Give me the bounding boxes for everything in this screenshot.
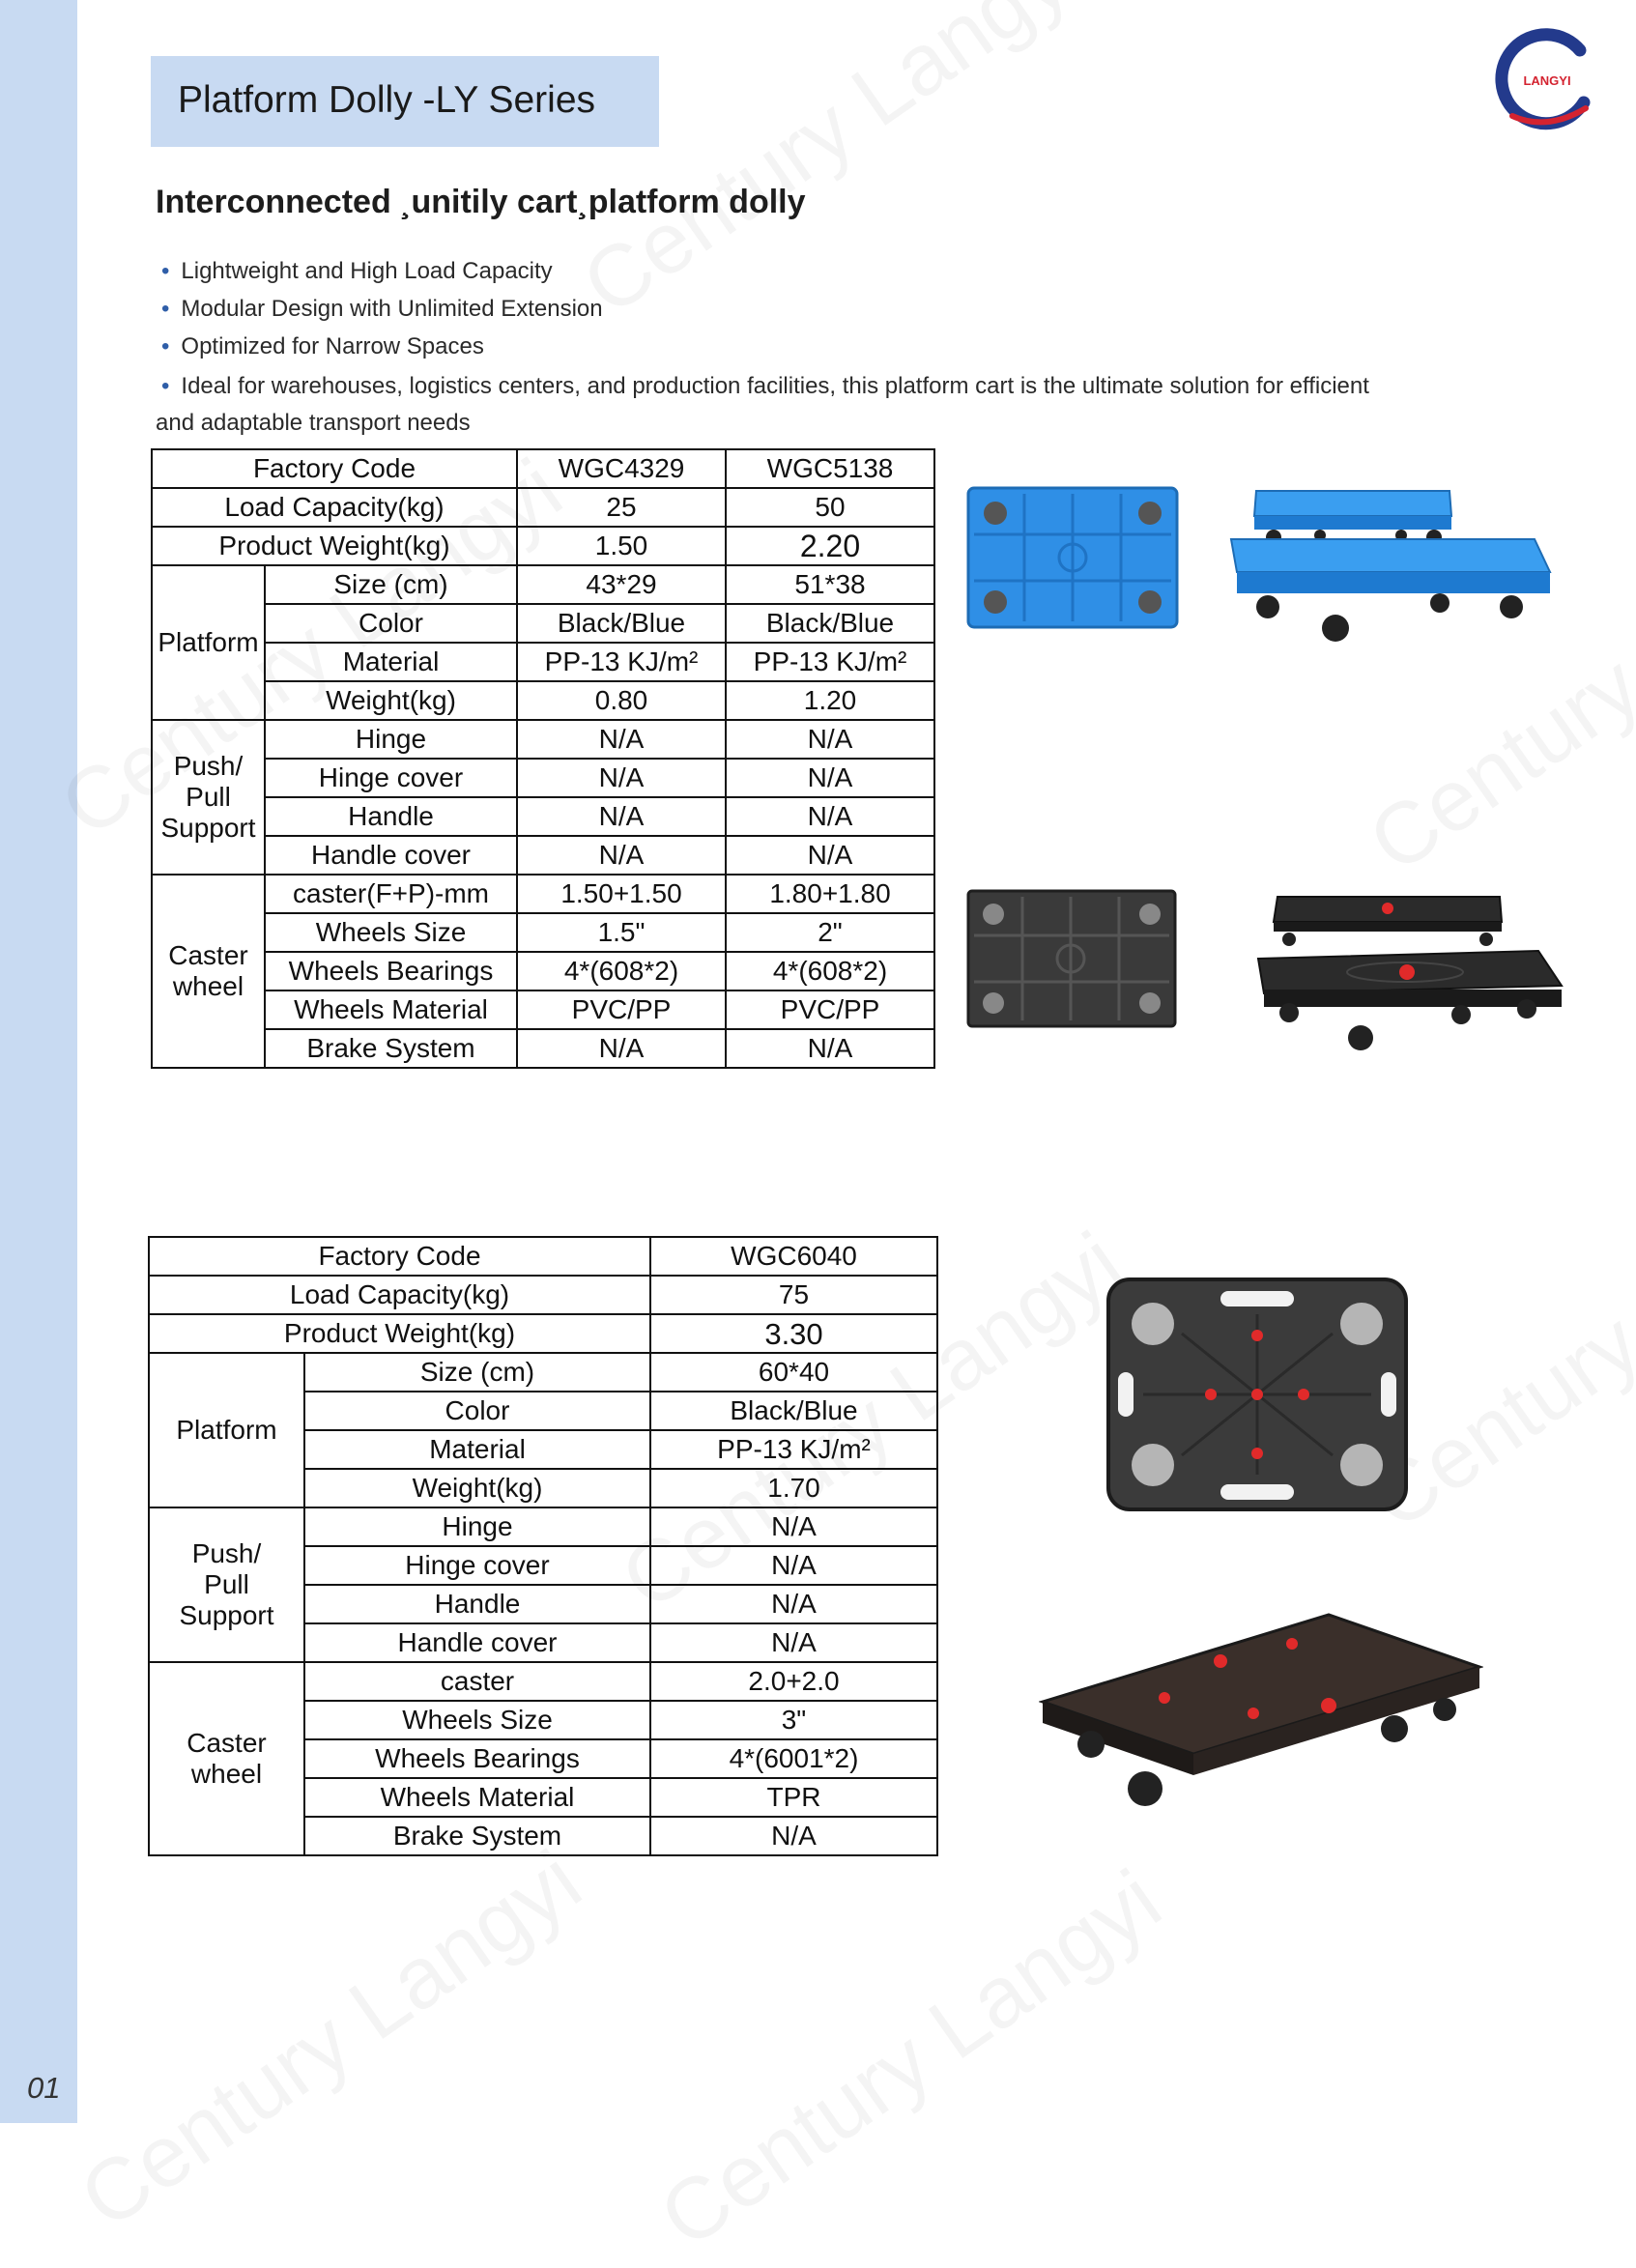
cell-value: 2.0+2.0 xyxy=(650,1662,937,1701)
cell-value: N/A xyxy=(517,720,726,759)
cell-value: N/A xyxy=(650,1546,937,1585)
group-label: Caster wheel xyxy=(149,1662,304,1855)
row-label: Color xyxy=(304,1392,650,1430)
cell-value: 1.20 xyxy=(726,681,934,720)
bullet-icon: • xyxy=(161,373,170,399)
cell-value: N/A xyxy=(650,1817,937,1855)
row-label: Material xyxy=(265,643,517,681)
spec-table-1 xyxy=(151,448,935,1069)
spec-table-2 xyxy=(148,1236,938,1856)
feature-item: • Modular Design with Unlimited Extension xyxy=(161,296,603,322)
cell-value: 1.70 xyxy=(650,1469,937,1507)
group-label: Caster wheel xyxy=(152,875,265,1068)
row-label: Wheels Material xyxy=(265,990,517,1029)
bullet-icon: • xyxy=(161,258,170,284)
table-row xyxy=(152,488,934,527)
table-row xyxy=(152,565,934,604)
table-row xyxy=(149,1507,937,1546)
group-label: Platform xyxy=(149,1353,304,1507)
wgc6040-underside-photo xyxy=(1105,1276,1410,1513)
table-row xyxy=(152,797,934,836)
cell-value: N/A xyxy=(517,759,726,797)
table-row xyxy=(152,990,934,1029)
cell-value: N/A xyxy=(726,797,934,836)
page-number: 01 xyxy=(27,2071,61,2105)
table-row xyxy=(152,720,934,759)
cell-value: N/A xyxy=(517,1029,726,1068)
table-row xyxy=(152,1029,934,1068)
group-label: Platform xyxy=(152,565,265,720)
row-label: Weight(kg) xyxy=(265,681,517,720)
table-row xyxy=(152,604,934,643)
cell-value: N/A xyxy=(726,720,934,759)
row-label: Wheels Bearings xyxy=(304,1739,650,1778)
row-label: caster(F+P)-mm xyxy=(265,875,517,913)
table-row xyxy=(149,1353,937,1392)
table-row xyxy=(149,1276,937,1314)
cell-value: 2.20 xyxy=(726,527,934,565)
cell-value: N/A xyxy=(650,1623,937,1662)
feature-item: • Optimized for Narrow Spaces xyxy=(161,333,484,359)
black-dolly-pair-photo xyxy=(1254,889,1564,1055)
group-label: Push/ Pull Support xyxy=(152,720,265,875)
wgc6040-angled-photo xyxy=(1039,1609,1483,1812)
page-title: Platform Dolly -LY Series xyxy=(178,79,596,121)
cell-value: 60*40 xyxy=(650,1353,937,1392)
cell-value: 2" xyxy=(726,913,934,952)
row-label: Wheels Size xyxy=(304,1701,650,1739)
row-label: Handle cover xyxy=(304,1623,650,1662)
model-code: WGC4329 xyxy=(517,449,726,488)
table-row xyxy=(152,643,934,681)
langyi-logo xyxy=(1491,27,1597,133)
model-code: WGC6040 xyxy=(650,1237,937,1276)
row-label: Color xyxy=(265,604,517,643)
row-label: Material xyxy=(304,1430,650,1469)
table-row xyxy=(152,759,934,797)
row-label: Weight(kg) xyxy=(304,1469,650,1507)
row-label: Hinge xyxy=(304,1507,650,1546)
table-row xyxy=(149,1237,937,1276)
model-code: WGC5138 xyxy=(726,449,934,488)
table-row xyxy=(152,913,934,952)
row-label: Handle cover xyxy=(265,836,517,875)
cell-value: 1.80+1.80 xyxy=(726,875,934,913)
cell-value: 43*29 xyxy=(517,565,726,604)
row-label: Hinge cover xyxy=(304,1546,650,1585)
cell-value: 1.50+1.50 xyxy=(517,875,726,913)
table-row xyxy=(152,527,934,565)
row-label: Handle xyxy=(265,797,517,836)
table-row xyxy=(152,875,934,913)
cell-value: N/A xyxy=(726,1029,934,1068)
cell-value: N/A xyxy=(517,797,726,836)
feature-list xyxy=(156,255,1373,436)
row-label: Load Capacity(kg) xyxy=(152,488,517,527)
table-row xyxy=(152,836,934,875)
table-row xyxy=(152,952,934,990)
row-label: Factory Code xyxy=(149,1237,650,1276)
bullet-icon: • xyxy=(161,296,170,322)
cell-value: 0.80 xyxy=(517,681,726,720)
cell-value: TPR xyxy=(650,1778,937,1817)
cell-value: Black/Blue xyxy=(726,604,934,643)
row-label: Factory Code xyxy=(152,449,517,488)
row-label: Hinge cover xyxy=(265,759,517,797)
watermark xyxy=(1352,637,1636,893)
svg-text:LANGYI: LANGYI xyxy=(1523,73,1571,88)
row-label: Hinge xyxy=(265,720,517,759)
group-label: Push/ Pull Support xyxy=(149,1507,304,1662)
cell-value: 1.5" xyxy=(517,913,726,952)
cell-value: N/A xyxy=(517,836,726,875)
cell-value: N/A xyxy=(726,836,934,875)
row-label: Product Weight(kg) xyxy=(149,1314,650,1353)
cell-value: PP-13 KJ/m² xyxy=(650,1430,937,1469)
cell-value: N/A xyxy=(726,759,934,797)
side-band xyxy=(0,0,77,2123)
title-box xyxy=(151,56,659,147)
cell-value: PVC/PP xyxy=(726,990,934,1029)
row-label: Wheels Size xyxy=(265,913,517,952)
cell-value: 4*(608*2) xyxy=(517,952,726,990)
cell-value: 1.50 xyxy=(517,527,726,565)
row-label: Size (cm) xyxy=(265,565,517,604)
cell-value: Black/Blue xyxy=(517,604,726,643)
blue-dolly-underside-photo xyxy=(966,486,1179,629)
watermark xyxy=(643,1852,1179,2268)
cell-value: PVC/PP xyxy=(517,990,726,1029)
watermark xyxy=(63,1832,599,2250)
cell-value: 50 xyxy=(726,488,934,527)
table-row xyxy=(149,1314,937,1353)
cell-value: N/A xyxy=(650,1507,937,1546)
row-label: Brake System xyxy=(304,1817,650,1855)
row-label: Product Weight(kg) xyxy=(152,527,517,565)
blue-dolly-pair-photo xyxy=(1227,472,1554,649)
cell-value: Black/Blue xyxy=(650,1392,937,1430)
cell-value: PP-13 KJ/m² xyxy=(517,643,726,681)
subtitle: Interconnected ¸unitily cart¸platform dolly xyxy=(156,184,806,220)
cell-value: 3" xyxy=(650,1701,937,1739)
cell-value: PP-13 KJ/m² xyxy=(726,643,934,681)
cell-value: 75 xyxy=(650,1276,937,1314)
cell-value: 51*38 xyxy=(726,565,934,604)
cell-value: 4*(608*2) xyxy=(726,952,934,990)
cell-value: N/A xyxy=(650,1585,937,1623)
row-label: Handle xyxy=(304,1585,650,1623)
black-dolly-underside-photo xyxy=(966,889,1177,1028)
feature-item: • Lightweight and High Load Capacity xyxy=(161,258,553,284)
row-label: Wheels Material xyxy=(304,1778,650,1817)
cell-value: 3.30 xyxy=(650,1314,937,1353)
row-label: caster xyxy=(304,1662,650,1701)
cell-value: 25 xyxy=(517,488,726,527)
table-row xyxy=(152,681,934,720)
row-label: Size (cm) xyxy=(304,1353,650,1392)
table-row xyxy=(152,449,934,488)
cell-value: 4*(6001*2) xyxy=(650,1739,937,1778)
row-label: Load Capacity(kg) xyxy=(149,1276,650,1314)
bullet-icon: • xyxy=(161,333,170,359)
row-label: Wheels Bearings xyxy=(265,952,517,990)
row-label: Brake System xyxy=(265,1029,517,1068)
table-row xyxy=(149,1662,937,1701)
feature-item: • Ideal for warehouses, logistics centers, and production facilities, this platform cart is the ultimate solution for efficient and adaptable transport needs xyxy=(156,373,1369,436)
